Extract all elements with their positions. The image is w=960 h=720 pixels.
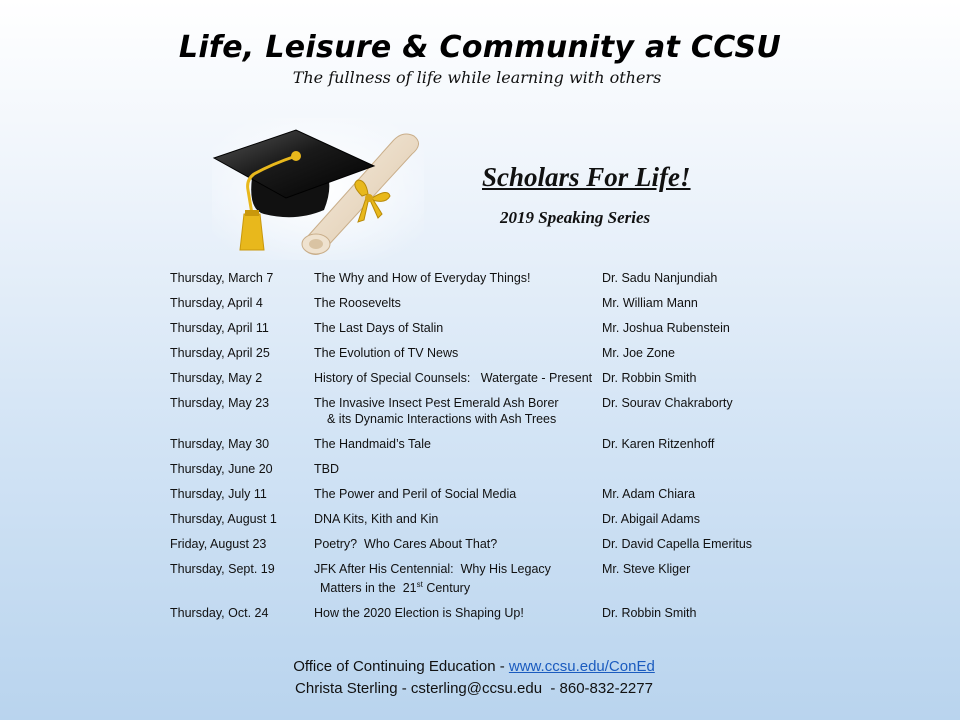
event-date: Thursday, May 2 — [170, 371, 263, 385]
schedule-row — [170, 370, 870, 386]
event-topic: How the 2020 Election is Shaping Up! — [314, 606, 524, 621]
event-date: Thursday, May 30 — [170, 437, 270, 451]
event-date: Thursday, June 20 — [170, 462, 273, 476]
event-topic: JFK After His Centennial: Why His Legacy — [314, 562, 551, 576]
event-topic: TBD — [314, 462, 339, 476]
event-topic: The Evolution of TV News — [314, 346, 459, 360]
event-speaker: Mr. William Mann — [602, 296, 698, 310]
event-date: Thursday, August 1 — [170, 512, 277, 526]
schedule-row — [170, 345, 870, 361]
schedule-row — [170, 436, 870, 452]
ordinal-suffix: st — [416, 580, 423, 589]
event-topic: The Roosevelts — [314, 296, 401, 310]
event-speaker: Dr. Sourav Chakraborty — [602, 396, 733, 410]
ordinal-number: 21 — [402, 581, 417, 596]
event-topic: The Why and How of Everyday Things! — [314, 271, 531, 285]
event-date: Friday, August 23 — [170, 537, 267, 551]
schedule-table — [170, 270, 870, 630]
schedule-row — [170, 605, 870, 621]
event-date: Thursday, Oct. 24 — [170, 606, 269, 621]
schedule-row — [170, 561, 870, 596]
graduation-cap-diploma-icon — [212, 118, 424, 260]
event-topic: The Last Days of Stalin — [314, 321, 444, 335]
event-date: Thursday, April 11 — [170, 321, 269, 335]
event-speaker: Dr. Sadu Nanjundiah — [602, 271, 718, 285]
event-speaker: Mr. Adam Chiara — [602, 487, 696, 501]
schedule-row — [170, 511, 870, 527]
page-title: Life, Leisure & Community at CCSU — [178, 30, 782, 65]
event-topic: The Invasive Insect Pest Emerald Ash Borer — [314, 396, 559, 410]
schedule-row — [170, 320, 870, 336]
event-speaker: Mr. Joshua Rubenstein — [602, 321, 730, 335]
event-speaker: Dr. Robbin Smith — [602, 371, 697, 385]
footer-office-line — [0, 656, 948, 678]
schedule-row — [170, 270, 870, 286]
schedule-row — [170, 536, 870, 552]
event-topic: History of Special Counsels: Watergate - Present — [314, 371, 593, 385]
topic-continued-end: Century — [426, 581, 471, 596]
event-topic: The Handmaid’s Tale — [314, 437, 431, 451]
event-speaker: Mr. Joe Zone — [602, 346, 675, 360]
schedule-row — [170, 461, 870, 477]
topic-continued-text: Matters in the — [320, 581, 396, 596]
event-speaker: Dr. David Capella Emeritus — [602, 537, 753, 551]
event-topic: Poetry? Who Cares About That? — [314, 537, 498, 551]
event-date: Thursday, May 23 — [170, 396, 270, 410]
schedule-row — [170, 486, 870, 502]
event-speaker: Dr. Abigail Adams — [602, 512, 700, 526]
page-subtitle: The fullness of life while learning with others — [292, 68, 662, 87]
event-topic: DNA Kits, Kith and Kin — [314, 512, 439, 526]
event-date: Thursday, Sept. 19 — [170, 562, 275, 576]
event-topic-continued — [314, 577, 602, 596]
event-date: Thursday, March 7 — [170, 271, 274, 285]
series-subtitle: 2019 Speaking Series — [500, 208, 651, 227]
event-topic: The Power and Peril of Social Media — [314, 487, 517, 501]
office-label: Office of Continuing Education - — [293, 658, 509, 675]
series-title: Scholars For Life! — [482, 162, 691, 192]
schedule-row — [170, 295, 870, 311]
event-date: Thursday, April 4 — [170, 296, 263, 310]
event-topic-block — [314, 395, 602, 427]
event-date: Thursday, April 25 — [170, 346, 270, 360]
footer — [0, 656, 948, 700]
event-speaker: Mr. Steve Kliger — [602, 562, 691, 576]
footer-contact-line: Christa Sterling - csterling@ccsu.edu - 860-832-2277 — [295, 680, 653, 697]
event-speaker: Dr. Robbin Smith — [602, 606, 697, 621]
event-speaker: Dr. Karen Ritzenhoff — [602, 437, 715, 451]
schedule-row — [170, 395, 870, 427]
event-date: Thursday, July 11 — [170, 487, 267, 501]
event-topic-continued: & its Dynamic Interactions with Ash Trees — [327, 412, 557, 426]
coned-link[interactable]: www.ccsu.edu/ConEd — [508, 658, 655, 675]
event-topic-block — [314, 561, 602, 596]
